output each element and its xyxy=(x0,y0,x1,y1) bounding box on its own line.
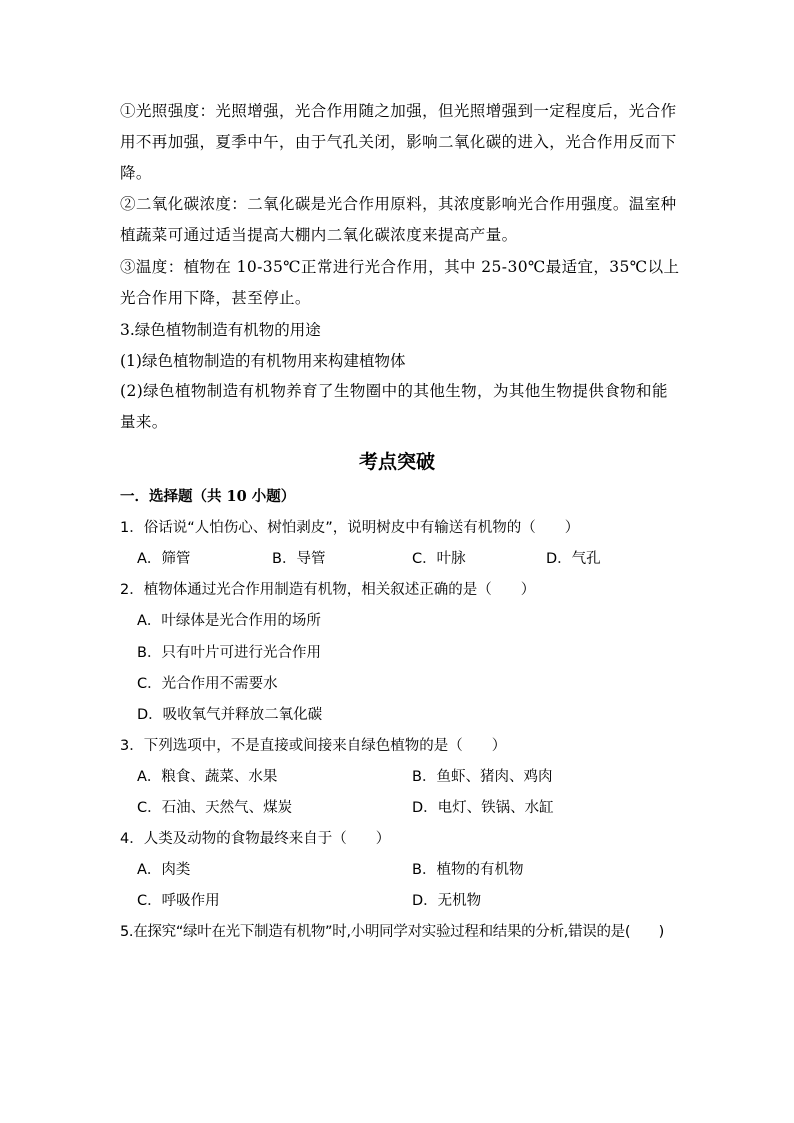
section-title: 考点突破 xyxy=(358,451,435,473)
paragraph-light-intensity: ①光照强度：光照增强，光合作用随之加强，但光照增强到一定程度后，光合作用不再加强，夏季中午，由于气孔关闭，影响二氧化碳的进入，光合作用反而下降。 xyxy=(120,102,677,182)
question-3-option-d[interactable]: D．电灯、铁锅、水缸 xyxy=(412,800,554,816)
question-2-option-d[interactable]: D．吸收氧气并释放二氧化碳 xyxy=(137,707,323,723)
section-heading-choice: 一．选择题（共 10 小题） xyxy=(120,488,296,505)
question-5-stem: 5.在探究“绿叶在光下制造有机物”时,小明同学对实验过程和结果的分析,错误的是( ) xyxy=(120,924,664,940)
question-2-option-b[interactable]: B．只有叶片可进行光合作用 xyxy=(137,645,321,661)
question-4-stem: 4．人类及动物的食物最终来自于（ ） xyxy=(120,831,391,847)
paragraph-temperature: ③温度：植物在 10-35℃正常进行光合作用，其中 25-30℃最适宜，35℃以上光合作用下降，甚至停止。 xyxy=(120,258,680,307)
list-item-nourish-biosphere: (2)绿色植物制造有机物养育了生物圈中的其他生物，为其他生物提供食物和能量来。 xyxy=(120,382,668,431)
question-3-option-b[interactable]: B．鱼虾、猪肉、鸡肉 xyxy=(412,769,553,785)
question-3-option-c[interactable]: C．石油、天然气、煤炭 xyxy=(137,800,293,816)
question-2-stem: 2．植物体通过光合作用制造有机物，相关叙述正确的是（ ） xyxy=(120,582,536,598)
list-item-build-plant: (1)绿色植物制造的有机物用来构建植物体 xyxy=(120,352,406,370)
question-3-stem: 3．下列选项中，不是直接或间接来自绿色植物的是（ ） xyxy=(120,738,507,754)
question-1-option-a[interactable]: A．筛管 xyxy=(137,551,191,567)
question-2-option-a[interactable]: A．叶绿体是光合作用的场所 xyxy=(137,613,321,629)
paragraph-co2-concentration: ②二氧化碳浓度：二氧化碳是光合作用原料，其浓度影响光合作用强度。温室种植蔬菜可通过适当提高大棚内二氧化碳浓度来提高产量。 xyxy=(120,195,677,244)
heading-organic-uses: 3.绿色植物制造有机物的用途 xyxy=(120,321,321,339)
question-4-option-d[interactable]: D．无机物 xyxy=(412,893,482,909)
question-3-option-a[interactable]: A．粮食、蔬菜、水果 xyxy=(137,769,278,785)
question-2-option-c[interactable]: C．光合作用不需要水 xyxy=(137,676,278,692)
question-4-option-a[interactable]: A．肉类 xyxy=(137,862,191,878)
question-1-option-d[interactable]: D．气孔 xyxy=(546,551,601,567)
question-1-stem: 1．俗话说“人怕伤心、树怕剥皮”，说明树皮中有输送有机物的（ ） xyxy=(120,520,580,536)
question-1-option-b[interactable]: B．导管 xyxy=(272,551,326,567)
question-4-option-b[interactable]: B．植物的有机物 xyxy=(412,862,524,878)
question-1-option-c[interactable]: C．叶脉 xyxy=(412,551,466,567)
question-4-option-c[interactable]: C．呼吸作用 xyxy=(137,893,220,909)
